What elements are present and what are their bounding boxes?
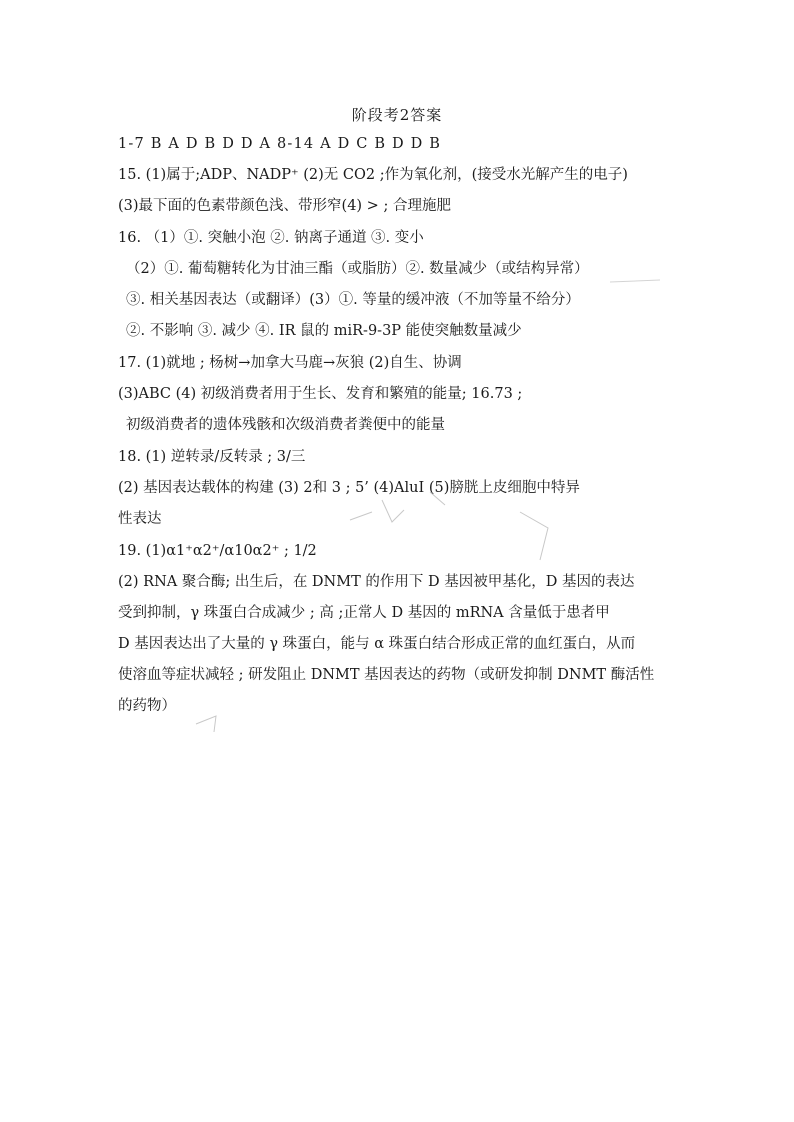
answer-line-19-2: (2) RNA 聚合酶; 出生后，在 DNMT 的作用下 D 基因被甲基化，D 基因的表达	[118, 574, 635, 590]
answer-line-17-3: 初级消费者的遗体残骸和次级消费者粪便中的能量	[126, 417, 445, 433]
answer-line-16-1: 16. （1）①. 突触小泡 ②. 钠离子通道 ③. 变小	[118, 230, 424, 246]
answer-line-mcq: 1-7 B A D B D D A 8-14 A D C B D D B	[118, 136, 442, 152]
answer-line-18-3: 性表达	[118, 511, 162, 527]
answer-line-19-3: 受到抑制，γ 珠蛋白合成减少 ; 高 ;正常人 D 基因的 mRNA 含量低于患者甲	[118, 605, 610, 621]
answer-line-16-2: （2）①. 葡萄糖转化为甘油三酯（或脂肪）②. 数量减少（或结构异常）	[126, 261, 589, 277]
answer-line-15-2: (3)最下面的色素带颜色浅、带形窄(4) > ; 合理施肥	[118, 198, 451, 214]
answer-line-19-1: 19. (1)α1⁺α2⁺/α10α2⁺ ; 1/2	[118, 543, 317, 559]
answer-line-17-1: 17. (1)就地 ; 杨树→加拿大马鹿→灰狼 (2)自生、协调	[118, 355, 462, 371]
answer-line-18-2: (2) 基因表达载体的构建 (3) 2和 3 ; 5’ (4)AluI (5)膀胱上皮细胞中特异	[118, 480, 580, 496]
answer-line-18-1: 18. (1) 逆转录/反转录 ; 3/三	[118, 449, 306, 465]
page-title: 阶段考2答案	[351, 106, 443, 124]
answer-line-19-5: 使溶血等症状减轻 ; 研发阻止 DNMT 基因表达的药物（或研发抑制 DNMT 酶活性	[118, 667, 655, 683]
answer-line-17-2: (3)ABC (4) 初级消费者用于生长、发育和繁殖的能量; 16.73 ;	[118, 386, 523, 402]
answer-line-16-3: ③. 相关基因表达（或翻译）(3）①. 等量的缓冲液（不加等量不给分）	[126, 292, 580, 308]
answer-line-16-4: ②. 不影响 ③. 减少 ④. IR 鼠的 miR-9-3P 能使突触数量减少	[126, 323, 522, 339]
answer-line-19-4: D 基因表达出了大量的 γ 珠蛋白，能与 α 珠蛋白结合形成正常的血红蛋白，从而	[118, 636, 636, 652]
answer-line-15-1: 15. (1)属于;ADP、NADP⁺ (2)无 CO2 ;作为氧化剂，(接受水光解产生的电子)	[118, 167, 628, 183]
answer-line-19-6: 的药物）	[118, 698, 176, 714]
